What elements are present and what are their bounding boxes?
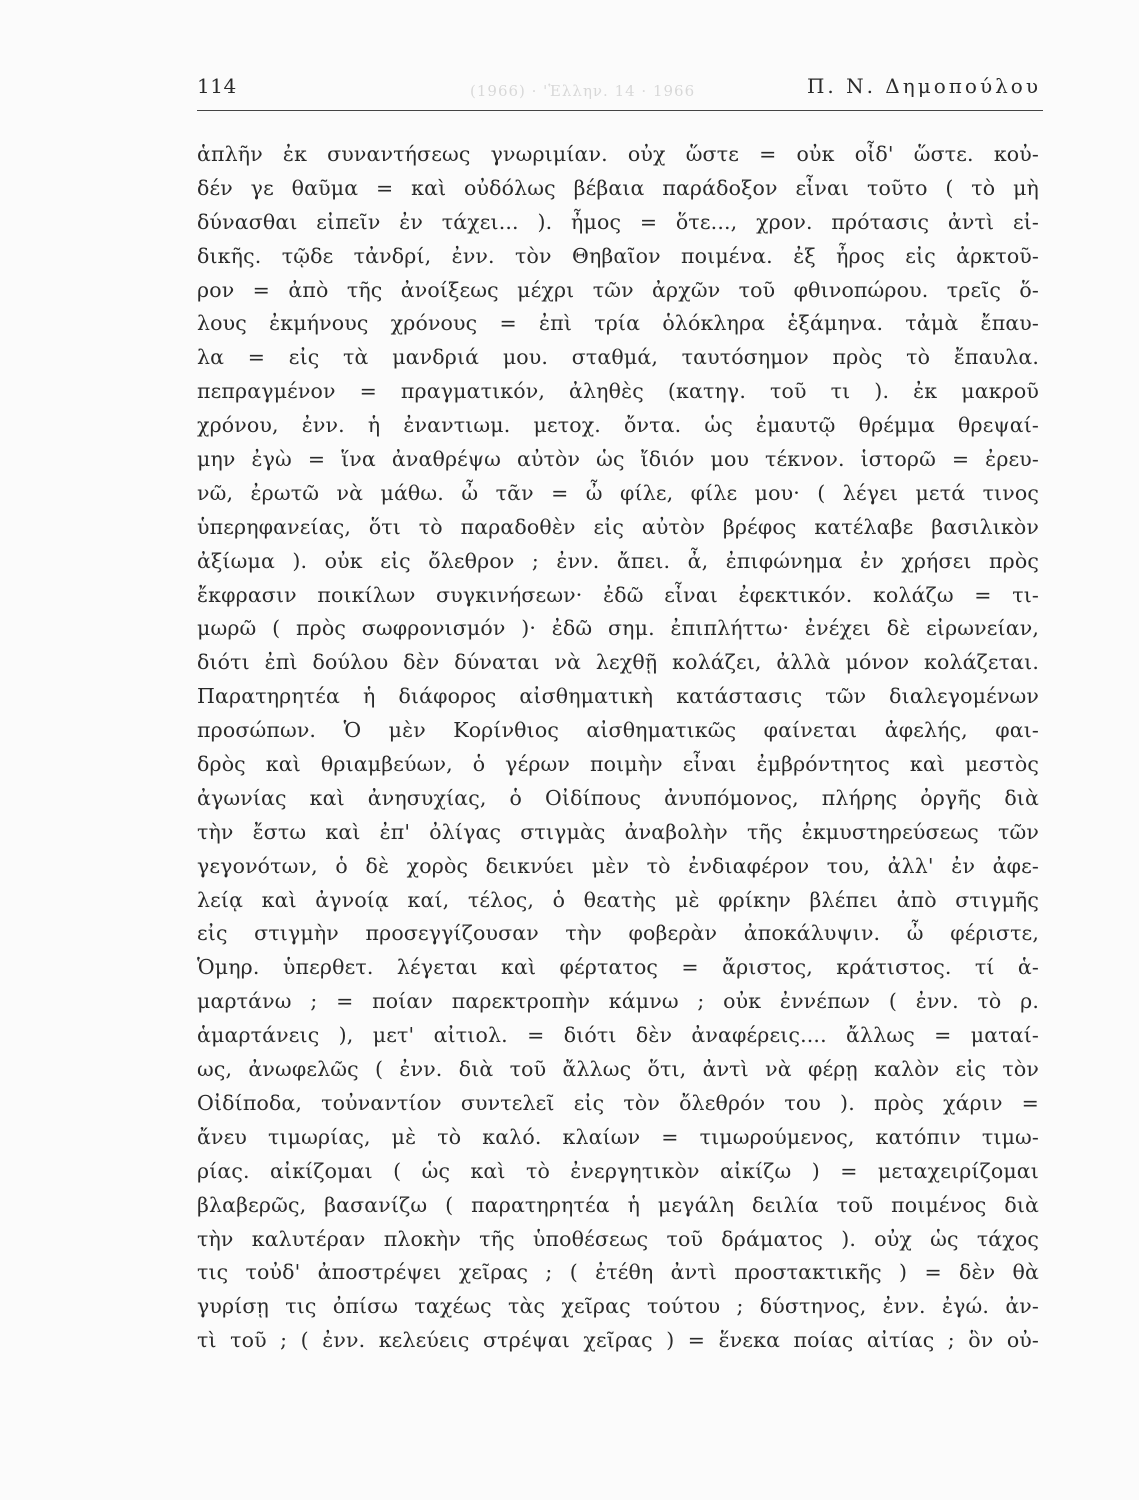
text-line: μαρτάνω ; = ποίαν παρεκτροπὴν κάμνω ; οὐκ ἐννέπων ( ἐνν. τὸ ρ. [197, 989, 1039, 1014]
text-line: ἁπλῆν ἐκ συναντήσεως γνωριμίαν. οὐχ ὥστε = οὐκ οἶδ' ὥστε. κοὐ- [197, 142, 1039, 166]
text-line: διότι ἐπὶ δούλου δὲν δύναται νὰ λεχθῇ κολάζει, ἀλλὰ μόνον κολάζεται. [197, 650, 1039, 675]
text-line: μην ἐγὼ = ἵνα ἀναθρέψω αὐτὸν ὡς ἴδιόν μου τέκνον. ἱστορῶ = ἐρευ- [197, 447, 1039, 472]
text-line: ἁμαρτάνεις ), μετ' αἰτιολ. = διότι δὲν ἀναφέρεις.... ἄλλως = ματαί- [197, 1023, 1039, 1048]
text-line: ἔκφρασιν ποικίλων συγκινήσεων· ἐδῶ εἶναι ἐφεκτικόν. κολάζω = τι- [197, 582, 1039, 607]
text-line: γεγονότων, ὁ δὲ χορὸς δεικνύει μὲν τὸ ἐνδιαφέρον του, ἀλλ' ἐν ἀφε- [197, 853, 1039, 878]
text-line: ρον = ἀπὸ τῆς ἀνοίξεως μέχρι τῶν ἀρχῶν τοῦ φθινοπώρου. τρεῖς ὅ- [197, 277, 1039, 302]
text-line: δύνασθαι εἰπεῖν ἐν τάχει... ). ἦμος = ὅτε..., χρον. πρότασις ἀντὶ εἰ- [197, 209, 1039, 234]
text-line: Παρατηρητέα ἡ διάφορος αἰσθηματικὴ κατάστασις τῶν διαλεγομένων [197, 684, 1039, 709]
text-line: δικῆς. τῷδε τἀνδρί, ἐνν. τὸν Θηβαῖον ποιμένα. ἐξ ἦρος εἰς ἀρκτοῦ- [197, 243, 1039, 268]
text-line: δέν γε θαῦμα = καὶ οὐδόλως βέβαια παράδοξον εἶναι τοῦτο ( τὸ μὴ [197, 175, 1039, 200]
text-line: τὴν ἔστω καὶ ἐπ' ὀλίγας στιγμὰς ἀναβολὴν τῆς ἐκμυστηρεύσεως τῶν [197, 819, 1039, 844]
text-line: λείᾳ καὶ ἀγνοίᾳ καί, τέλος, ὁ θεατὴς μὲ φρίκην βλέπει ἀπὸ στιγμῆς [197, 887, 1039, 912]
text-line: ἄνευ τιμωρίας, μὲ τὸ καλό. κλαίων = τιμωρούμενος, κατόπιν τιμω- [197, 1124, 1039, 1149]
text-line: λους ἐκμήνους χρόνους = ἐπὶ τρία ὁλόκληρα ἑξάμηνα. τἀμὰ ἔπαυ- [197, 311, 1039, 336]
text-line: βλαβερῶς, βασανίζω ( παρατηρητέα ἡ μεγάλη δειλία τοῦ ποιμένος διὰ [197, 1192, 1039, 1217]
text-line: ἀγωνίας καὶ ἀνησυχίας, ὁ Οἰδίπους ἀνυπόμονος, πλήρης ὀργῆς διὰ [197, 785, 1039, 810]
text-line: τὶ τοῦ ; ( ἐνν. κελεύεις στρέψαι χεῖρας ) = ἕνεκα ποίας αἰτίας ; ὃν οὐ- [197, 1328, 1039, 1353]
text-line: ρίας. αἰκίζομαι ( ὡς καὶ τὸ ἐνεργητικὸν αἰκίζω ) = μεταχειρίζομαι [197, 1158, 1039, 1183]
text-line: εἰς στιγμὴν προσεγγίζουσαν τὴν φοβερὰν ἀποκάλυψιν. ὦ φέριστε, [197, 921, 1039, 946]
text-line: δρὸς καὶ θριαμβεύων, ὁ γέρων ποιμὴν εἶναι ἐμβρόντητος καὶ μεστὸς [197, 752, 1039, 777]
text-line: πεπραγμένον = πραγματικόν, ἀληθὲς (κατηγ. τοῦ τι ). ἐκ μακροῦ [197, 379, 1039, 404]
text-line: νῶ, ἐρωτῶ νὰ μάθω. ὦ τᾶν = ὦ φίλε, φίλε μου· ( λέγει μετά τινος [197, 480, 1039, 505]
text-line: ως, ἀνωφελῶς ( ἐνν. διὰ τοῦ ἄλλως ὅτι, ἀντὶ νὰ φέρῃ καλὸν εἰς τὸν [197, 1057, 1039, 1082]
text-line: τὴν καλυτέραν πλοκὴν τῆς ὑποθέσεως τοῦ δράματος ). οὐχ ὡς τάχος [197, 1226, 1039, 1251]
text-line: χρόνου, ἐνν. ἡ ἐναντιωμ. μετοχ. ὄντα. ὡς ἐμαυτῷ θρέμμα θρεψαί- [197, 413, 1039, 438]
text-line: ὑπερηφανείας, ὅτι τὸ παραδοθὲν εἰς αὐτὸν βρέφος κατέλαβε βασιλικὸν [197, 514, 1039, 539]
text-line: λα = εἰς τὰ μανδριά μου. σταθμά, ταυτόσημον πρὸς τὸ ἔπαυλα. [197, 345, 1039, 370]
text-line: Οἰδίποδα, τοὐναντίον συντελεῖ εἰς τὸν ὄλεθρόν του ). πρὸς χάριν = [197, 1090, 1039, 1115]
commentary-text [197, 138, 1039, 1358]
page-number: 114 [197, 74, 237, 98]
running-head: Π. Ν. Δημοπούλου [806, 74, 1041, 98]
text-line: προσώπων. Ὁ μὲν Κορίνθιος αἰσθηματικῶς φαίνεται ἀφελής, φαι- [197, 718, 1039, 743]
text-line: τις τοὐδ' ἀποστρέψει χεῖρας ; ( ἐτέθη ἀντὶ προστακτικῆς ) = δὲν θὰ [197, 1260, 1039, 1285]
text-line: μωρῶ ( πρὸς σωφρονισμόν )· ἐδῶ σημ. ἐπιπλήττω· ἐνέχει δὲ εἰρωνείαν, [197, 616, 1039, 641]
text-line: ἀξίωμα ). οὐκ εἰς ὄλεθρον ; ἐνν. ἄπει. ἆ, ἐπιφώνημα ἐν χρήσει πρὸς [197, 548, 1039, 573]
text-line: Ὁμηρ. ὑπερθετ. λέγεται καὶ φέρτατος = ἄριστος, κράτιστος. τί ἁ- [197, 955, 1039, 980]
page-header [197, 70, 1043, 111]
bleed-through-text: (1966) · 'Ἑλλην. 14 · 1966 [470, 82, 696, 100]
text-line: γυρίσῃ τις ὀπίσω ταχέως τὰς χεῖρας τούτου ; δύστηνος, ἐνν. ἐγώ. ἀν- [197, 1294, 1039, 1319]
